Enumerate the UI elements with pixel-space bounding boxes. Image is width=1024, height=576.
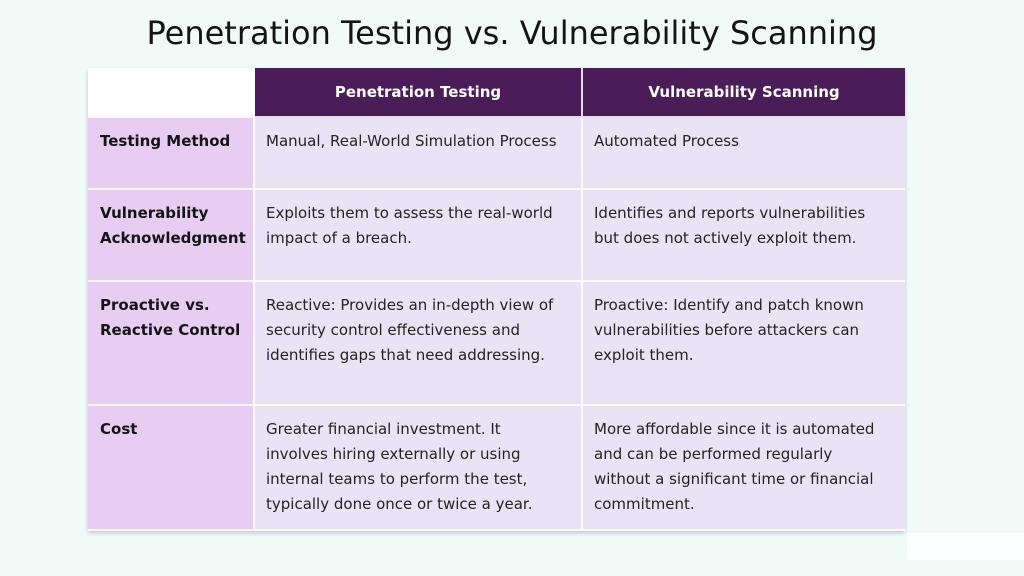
cell-vulnerability-acknowledgment-pentest: Exploits them to assess the real-world impact of a breach. [255,190,583,282]
cell-proactive-vs-reactive-pentest: Reactive: Provides an in-depth view of security control effectiveness and identifies gaps that need addressing. [255,282,583,406]
row-header-testing-method: Testing Method [88,118,255,190]
page-title: Penetration Testing vs. Vulnerability Scanning [146,14,878,52]
row-header-vulnerability-acknowledgment: Vulnerability Acknowledgment [88,190,255,282]
table-corner-cell [88,68,255,118]
comparison-table [88,68,905,531]
cell-testing-method-pentest: Manual, Real-World Simulation Process [255,118,583,190]
cell-testing-method-vulnscan: Automated Process [583,118,905,190]
cell-proactive-vs-reactive-vulnscan: Proactive: Identify and patch known vulnerabilities before attackers can exploit them. [583,282,905,406]
column-header-vulnerability-scanning: Vulnerability Scanning [583,68,905,118]
watermark-patch [907,533,1024,560]
row-header-cost: Cost [88,406,255,531]
cell-cost-pentest: Greater financial investment. It involves hiring externally or using internal teams to perform the test, typically done once or twice a year. [255,406,583,531]
column-header-penetration-testing: Penetration Testing [255,68,583,118]
cell-vulnerability-acknowledgment-vulnscan: Identifies and reports vulnerabilities but does not actively exploit them. [583,190,905,282]
row-header-proactive-vs-reactive: Proactive vs. Reactive Control [88,282,255,406]
cell-cost-vulnscan: More affordable since it is automated and can be performed regularly without a significant time or financial commitment. [583,406,905,531]
